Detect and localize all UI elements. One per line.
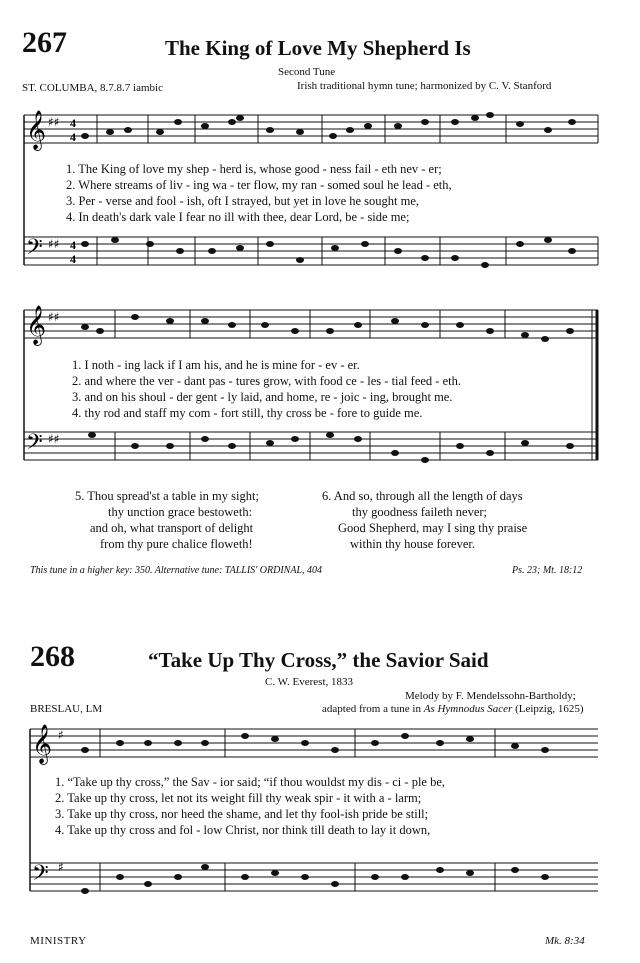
hymn-title-267: The King of Love My Shepherd Is: [165, 36, 471, 60]
lyrics-267-2-v4: 4. thy rod and staff my com - fort still, thy cross be - fore to guide me.: [72, 406, 423, 420]
svg-text:♯♯: ♯♯: [48, 432, 60, 446]
svg-text:𝄞: 𝄞: [26, 305, 47, 345]
hymn-number-268: 268: [30, 640, 75, 673]
lyrics-267-1-v4: 4. In death's dark vale I fear no ill with thee, dear Lord, be - side me;: [66, 210, 410, 224]
stanza-6-line1: 6. And so, through all the length of days: [322, 489, 523, 503]
tune-credit-267: Irish traditional hymn tune; harmonized by C. V. Stanford: [297, 80, 552, 92]
tune-credit-268-italic: As Hymnodus Sacer: [423, 703, 513, 715]
svg-text:♯: ♯: [58, 728, 64, 742]
lyrics-268-v2: 2. Take up thy cross, let not its weight fill thy weak spir - it with a - larm;: [55, 791, 422, 805]
stanza-6-line2: thy goodness faileth never;: [352, 505, 488, 519]
svg-text:♯♯: ♯♯: [48, 310, 60, 324]
stanza-5-line2: thy unction grace bestoweth:: [108, 505, 253, 519]
lyrics-267-1-v1: 1. The King of love my shep - herd is, whose good - ness fail - eth nev - er;: [66, 162, 442, 176]
svg-text:𝄞: 𝄞: [32, 724, 53, 764]
stanza-6-line3: Good Shepherd, may I sing thy praise: [338, 521, 528, 535]
svg-text:𝄢: 𝄢: [26, 430, 43, 460]
lyrics-267-1-v3: 3. Per - verse and fool - ish, oft I strayed, but yet in love he sought me,: [66, 194, 420, 208]
svg-text:♯: ♯: [58, 860, 64, 874]
tune-name-267: ST. COLUMBA, 8.7.8.7 iambic: [22, 82, 163, 94]
footer-section: MINISTRY: [30, 935, 87, 947]
tune-credit-268-line2: [322, 703, 584, 715]
svg-text:4: 4: [70, 130, 76, 144]
stanza-6-line4: within thy house forever.: [350, 537, 475, 551]
author-268: C. W. Everest, 1833: [265, 676, 353, 688]
stanza-5-line1: 5. Thou spread'st a table in my sight;: [75, 489, 259, 503]
hymn-number-267: 267: [22, 26, 67, 59]
svg-text:4: 4: [70, 238, 76, 252]
stanza-5-line4: from thy pure chalice floweth!: [100, 537, 253, 551]
svg-text:𝄞: 𝄞: [26, 110, 47, 150]
lyrics-268-v3: 3. Take up thy cross, nor heed the shame, and let thy fool-ish pride be still;: [55, 807, 429, 821]
lyrics-267-2-v3: 3. and on his shoul - der gent - ly laid, and home, re - joic - ing, brought me.: [72, 390, 453, 404]
svg-text:4: 4: [70, 252, 76, 266]
lyrics-267-2-v2: 2. and where the ver - dant pas - tures grow, with food ce - les - tial feed - eth.: [72, 374, 461, 388]
lyrics-267-1-v2: 2. Where streams of liv - ing wa - ter flow, my ran - somed soul he lead - eth,: [66, 178, 452, 192]
svg-text:𝄢: 𝄢: [32, 861, 49, 891]
tune-name-268: BRESLAU, LM: [30, 703, 103, 715]
lyrics-268-v4: 4. Take up thy cross and fol - low Christ, nor think till death to lay it down,: [55, 823, 431, 837]
tune-credit-268-post: (Leipzig, 1625): [512, 703, 584, 715]
footnote-right-267: Ps. 23; Mt. 18:12: [512, 565, 583, 576]
stanza-5-line3: and oh, what transport of delight: [90, 521, 254, 535]
footer-reference: Mk. 8:34: [545, 935, 585, 947]
hymn-subtitle-267: Second Tune: [278, 66, 336, 78]
svg-text:♯♯: ♯♯: [48, 237, 60, 251]
tune-credit-268-line1: Melody by F. Mendelssohn-Bartholdy;: [405, 690, 576, 702]
lyrics-268-v1: 1. “Take up thy cross,” the Sav - ior said; “if thou wouldst my dis - ci - ple be,: [55, 775, 446, 789]
hymn-title-268: “Take Up Thy Cross,” the Savior Said: [148, 648, 489, 672]
tune-credit-268-pre: adapted from a tune in: [322, 703, 424, 715]
svg-text:𝄢: 𝄢: [26, 235, 43, 265]
svg-text:4: 4: [70, 116, 76, 130]
svg-text:♯♯: ♯♯: [48, 115, 60, 129]
lyrics-267-2-v1: 1. I noth - ing lack if I am his, and he is mine for - ev - er.: [72, 358, 360, 372]
footnote-left-267: This tune in a higher key: 350. Alternative tune: TALLIS' ORDINAL, 404: [30, 565, 323, 576]
